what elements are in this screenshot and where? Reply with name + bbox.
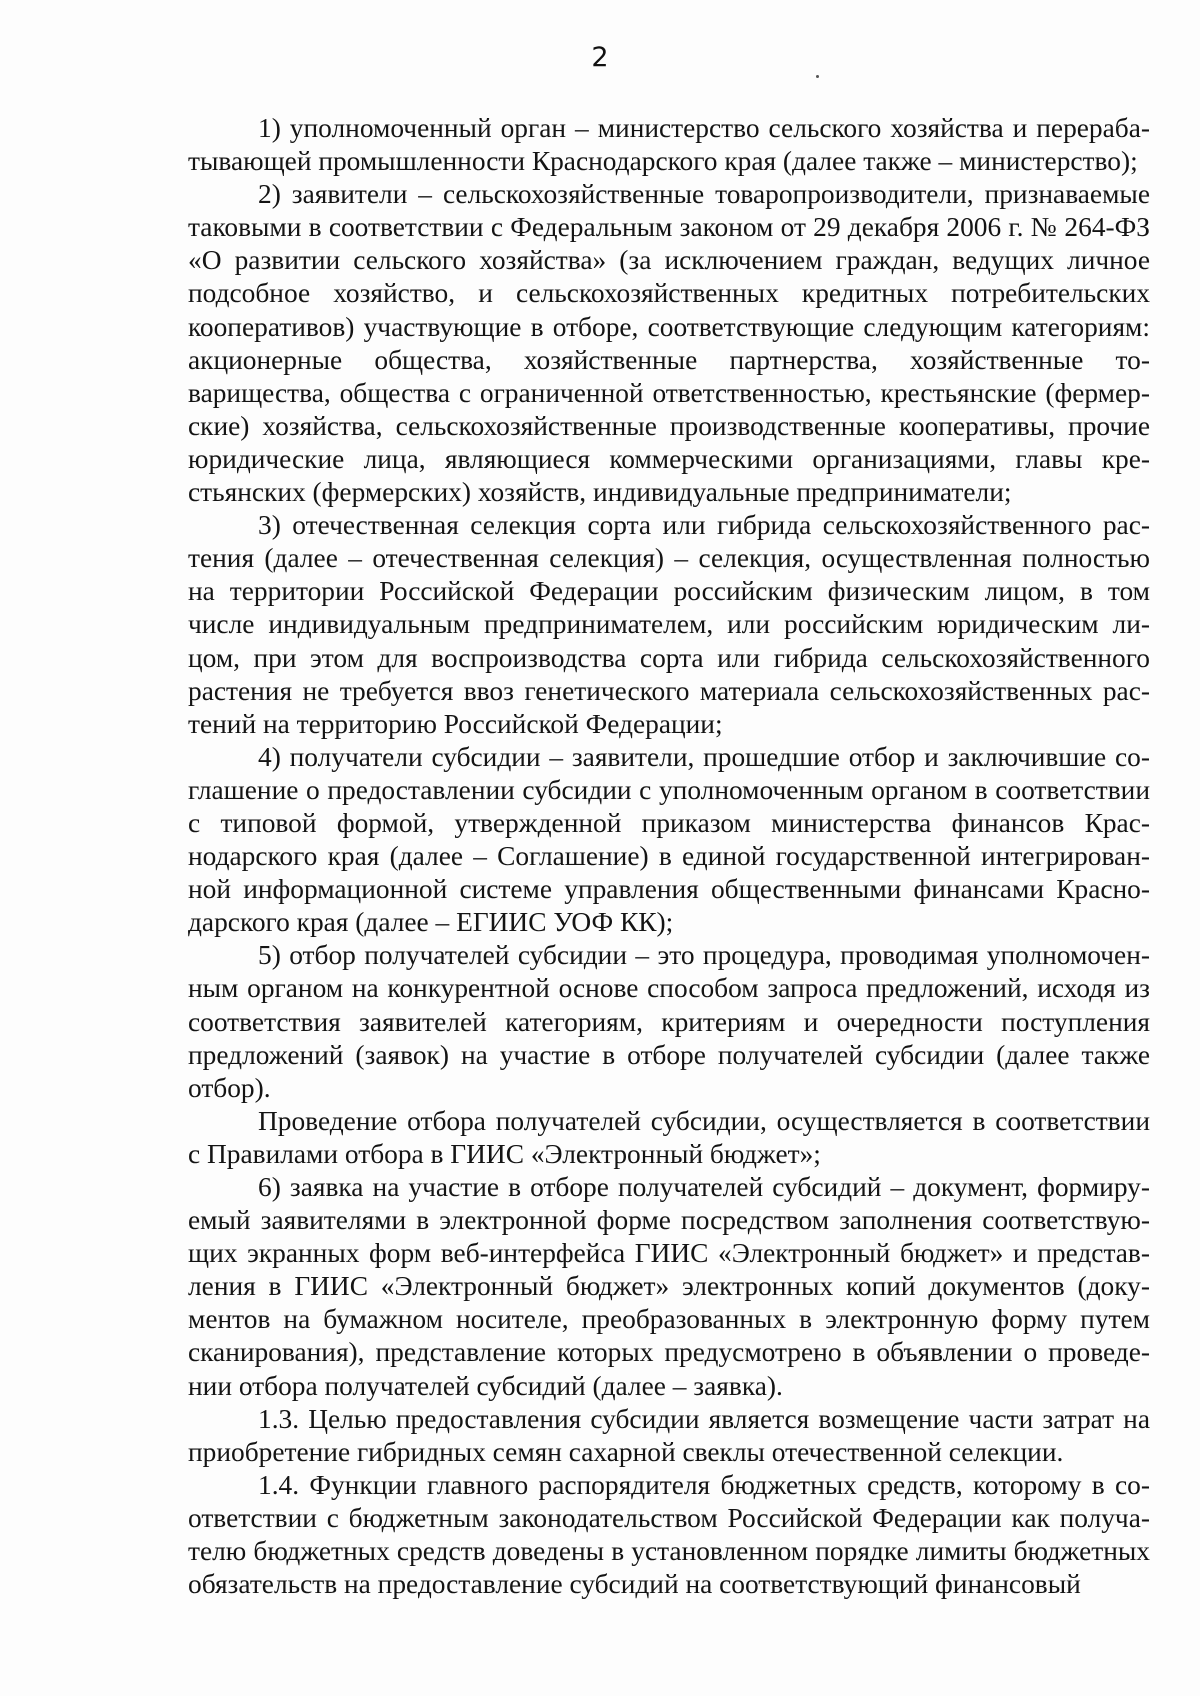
- paragraph-domestic-selection: 3) отечественная селекция сорта или гибрида сельскохозяйственного растения (далее – отечественная селекция) – селекция, осуществленная полностью на территории Российской Федерации российским физическим лицом, в том числе индивидуальным предпринимателем, или российским юридическим лицом, при этом для воспроизводства сорта или гибрида сельскохозяйственного растения не требуется ввоз генетического материала сельскохозяйственных растений на территорию Российской Федерации;: [188, 510, 1150, 739]
- paragraph-selection-procedure: Проведение отбора получателей субсидии, осуществляется в соответствии с Правилами отбора в ГИИС «Электронный бюджет»;: [188, 1105, 1150, 1169]
- document-body: [188, 112, 1150, 1601]
- paragraph-application: 6) заявка на участие в отборе получателей субсидий – документ, формируемый заявителями в электронной форме посредством заполнения соответствующих экранных форм веб-интерфейса ГИИС «Электронный бюджет» и представления в ГИИС «Электронный бюджет» электронных копий документов (документов на бумажном носителе, преобразованных в электронную форму путем сканирования), представление которых предусмотрено в объявлении о проведении отбора получателей субсидий (далее – заявка).: [188, 1172, 1150, 1401]
- paragraph-1-3-purpose: 1.3. Целью предоставления субсидии является возмещение части затрат на приобретение гибридных семян сахарной свеклы отечественной селекции.: [188, 1403, 1150, 1467]
- paragraph-authorized-body: 1) уполномоченный орган – министерство сельского хозяйства и перерабатывающей промышленности Краснодарского края (далее также – министерство);: [188, 113, 1150, 177]
- paragraph-1-4-functions: 1.4. Функции главного распорядителя бюджетных средств, которому в соответствии с бюджетным законодательством Российской Федерации как получателю бюджетных средств доведены в установленном порядке лимиты бюджетных обязательств на предоставление субсидий на соответствующий финансовый: [188, 1469, 1150, 1600]
- page-number: 2: [591, 42, 609, 73]
- paragraph-recipient-selection: 5) отбор получателей субсидии – это процедура, проводимая уполномоченным органом на конкурентной основе способом запроса предложений, исходя из соответствия заявителей категориям, критериям и очередности поступления предложений (заявок) на участие в отборе получателей субсидии (далее также отбор).: [188, 940, 1150, 1103]
- scan-artifact: [816, 75, 819, 78]
- paragraph-applicants: 2) заявители – сельскохозяйственные товаропроизводители, признаваемые таковыми в соответствии с Федеральным законом от 29 декабря 2006 г. № 264-ФЗ «О развитии сельского хозяйства» (за исключением граждан, ведущих личное подсобное хозяйство, и сельскохозяйственных кредитных потребительских кооперативов) участвующие в отборе, соответствующие следующим категориям: акционерные общества, хозяйственные партнерства, хозяйственные товарищества, общества с ограниченной ответственностью, крестьянские (фермерские) хозяйства, сельскохозяйственные производственные кооперативы, прочие юридические лица, являющиеся коммерческими организациями, главы крестьянских (фермерских) хозяйств, индивидуальные предприниматели;: [188, 179, 1150, 508]
- paragraph-subsidy-recipients: 4) получатели субсидии – заявители, прошедшие отбор и заключившие соглашение о предоставлении субсидии с уполномоченным органом в соответствии с типовой формой, утвержденной приказом министерства финансов Краснодарского края (далее – Соглашение) в единой государственной интегрированной информационной системе управления общественными финансами Краснодарского края (далее – ЕГИИС УОФ КК);: [188, 741, 1150, 938]
